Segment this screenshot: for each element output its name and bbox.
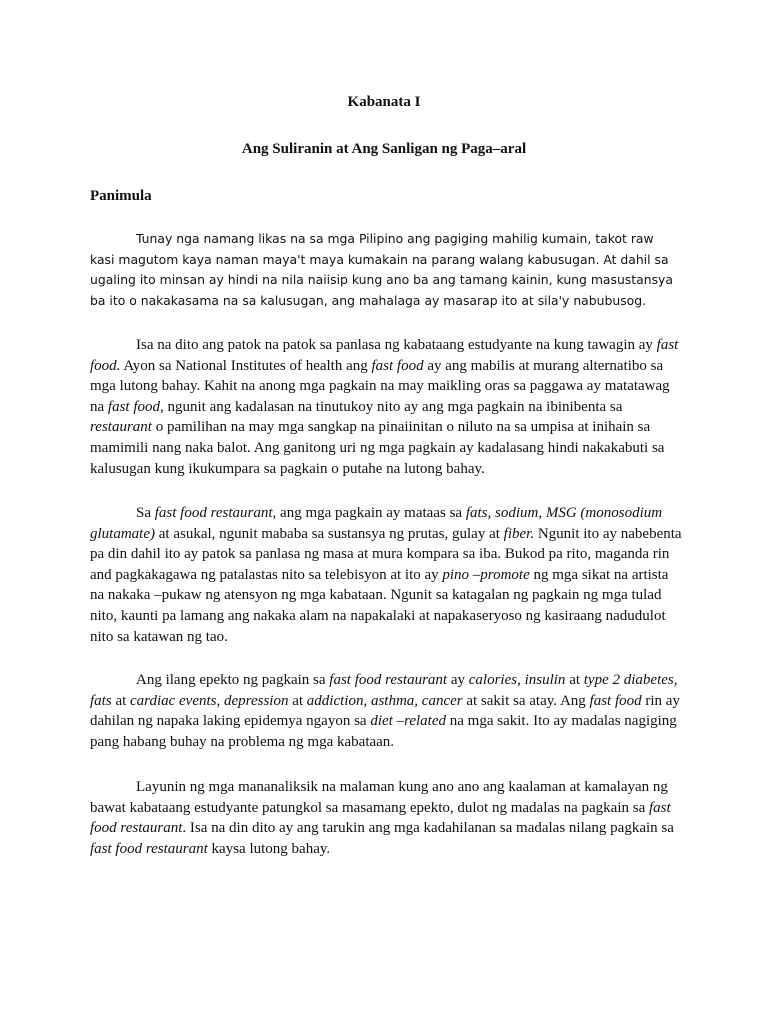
text-run: at sakit sa atay. Ang [462, 692, 590, 709]
text-run: at [111, 692, 131, 709]
text-run: na mga sakit. Ito ay madalas nagiging pang habang buhay na problema ng mga kabataan. [90, 713, 677, 750]
italic-term: calories, insulin [468, 672, 566, 688]
text-run: ngunit ang kadalasan na tinutukoy nito ay ang mga pagkain na ibinibenta sa [163, 398, 623, 415]
text-run: Tunay nga namang likas na sa mga Pilipino ang pagiging mahilig kumain, takot raw kasi magutom kaya naman maya't maya kumakain na parang walang kabusugan. At dahil sa ugaling ito minsan ay hindi na nila naiisip kung ano ba ang tamang kainin, kung masustansya ba ito o nakakasama na sa kalusugan, ang mahalaga ay masarap ito at sila'y nabubusog. [90, 231, 673, 308]
paragraph [90, 777, 682, 859]
italic-term: restaurant [90, 419, 152, 436]
document-title: Ang Suliranin at Ang Sanligan ng Paga–aral [241, 141, 527, 157]
text-run: Ayon sa National Institutes of health ang [120, 357, 372, 374]
italic-term: addiction, asthma, cancer [306, 692, 463, 709]
chapter-label: Kabanata I [347, 94, 421, 110]
paragraph [90, 335, 682, 479]
italic-term: fast food [371, 357, 424, 374]
paragraph [90, 229, 682, 311]
italic-term: fast food restaurant [90, 799, 671, 837]
text-run: ay ang mabilis at murang alternatibo sa mga lutong bahay. Kahit na anong mga pagkain na may maikling oras sa paggawa ay matatawag na [90, 357, 670, 415]
italic-term: fiber. [503, 525, 535, 542]
italic-term: diet –related [370, 713, 447, 730]
italic-term: pino –promote [442, 566, 530, 583]
text-run: , [216, 692, 225, 709]
italic-term: fats, sodium, MSG (monosodium glutamate) [90, 505, 663, 542]
italic-term: fast food, [107, 398, 164, 415]
italic-term: type 2 diabetes, fats [90, 672, 678, 709]
italic-term: cardiac events [130, 692, 217, 709]
italic-term: fast food. [90, 337, 679, 374]
text-run: Ang ilang epekto ng pagkain sa [136, 672, 330, 688]
text-run: kaysa lutong bahay. [207, 840, 331, 857]
text-run: ang mga pagkain ay mataas sa [276, 505, 466, 521]
text-run: ng mga sikat na artista na nakaka –pukaw ng atensyon ng mga kabataan. Ngunit sa katagalan ng pagkain ng mga tulad nito, kaunti pa lamang ang nakaka alam na napakalaki at napakaseryoso ng kasiraang nadudulot nito sa katawan ng tao. [90, 566, 669, 645]
text-run: Sa [136, 505, 155, 521]
text-run: at [288, 692, 307, 709]
text-run: Ngunit ito ay nabebenta pa din dahil ito ay patok sa panlasa ng masa at mura kompara sa iba. Bukod pa rito, maganda rin and pagkakagawa ng patalastas nito sa telebisyon at ito ay [90, 525, 682, 583]
text-run: at asukal, ngunit mababa sa sustansya ng prutas, gulay at [155, 525, 504, 542]
text-run: at [565, 672, 584, 688]
italic-term: depression [224, 692, 289, 709]
text-run: ay [447, 672, 469, 688]
text-run: Isa na dito ang patok na patok sa panlasa ng kabataang estudyante na kung tawagin ay [136, 337, 657, 353]
italic-term: fast food restaurant [329, 672, 448, 688]
paragraph [90, 503, 682, 647]
italic-term: fast food restaurant [90, 840, 208, 857]
section-heading: Panimula [90, 188, 152, 204]
text-run: . Isa na din dito ay ang tarukin ang mga kadahilanan sa madalas nilang pagkain sa [182, 820, 674, 837]
text-run: rin ay dahilan ng napaka laking epidemya ngayon sa [90, 692, 680, 730]
text-run: Layunin ng mga mananaliksik na malaman kung ano ano ang kaalaman at kamalayan ng bawat kabataang estudyante patungkol sa masamang epekto, dulot ng madalas na pagkain sa [90, 779, 668, 816]
italic-term: fast food restaurant, [154, 505, 277, 521]
paragraph [90, 670, 682, 752]
italic-term: fast food [589, 692, 642, 709]
text-run: o pamilihan na may mga sangkap na pinaiinitan o niluto na sa umpisa at inihain sa mamimili nang naka balot. Ang ganitong uri ng mga pagkain ay kadalasang hindi nakakabuti sa kalusugan kung ikukumpara sa pagkain o putahe na lutong bahay. [90, 419, 665, 477]
